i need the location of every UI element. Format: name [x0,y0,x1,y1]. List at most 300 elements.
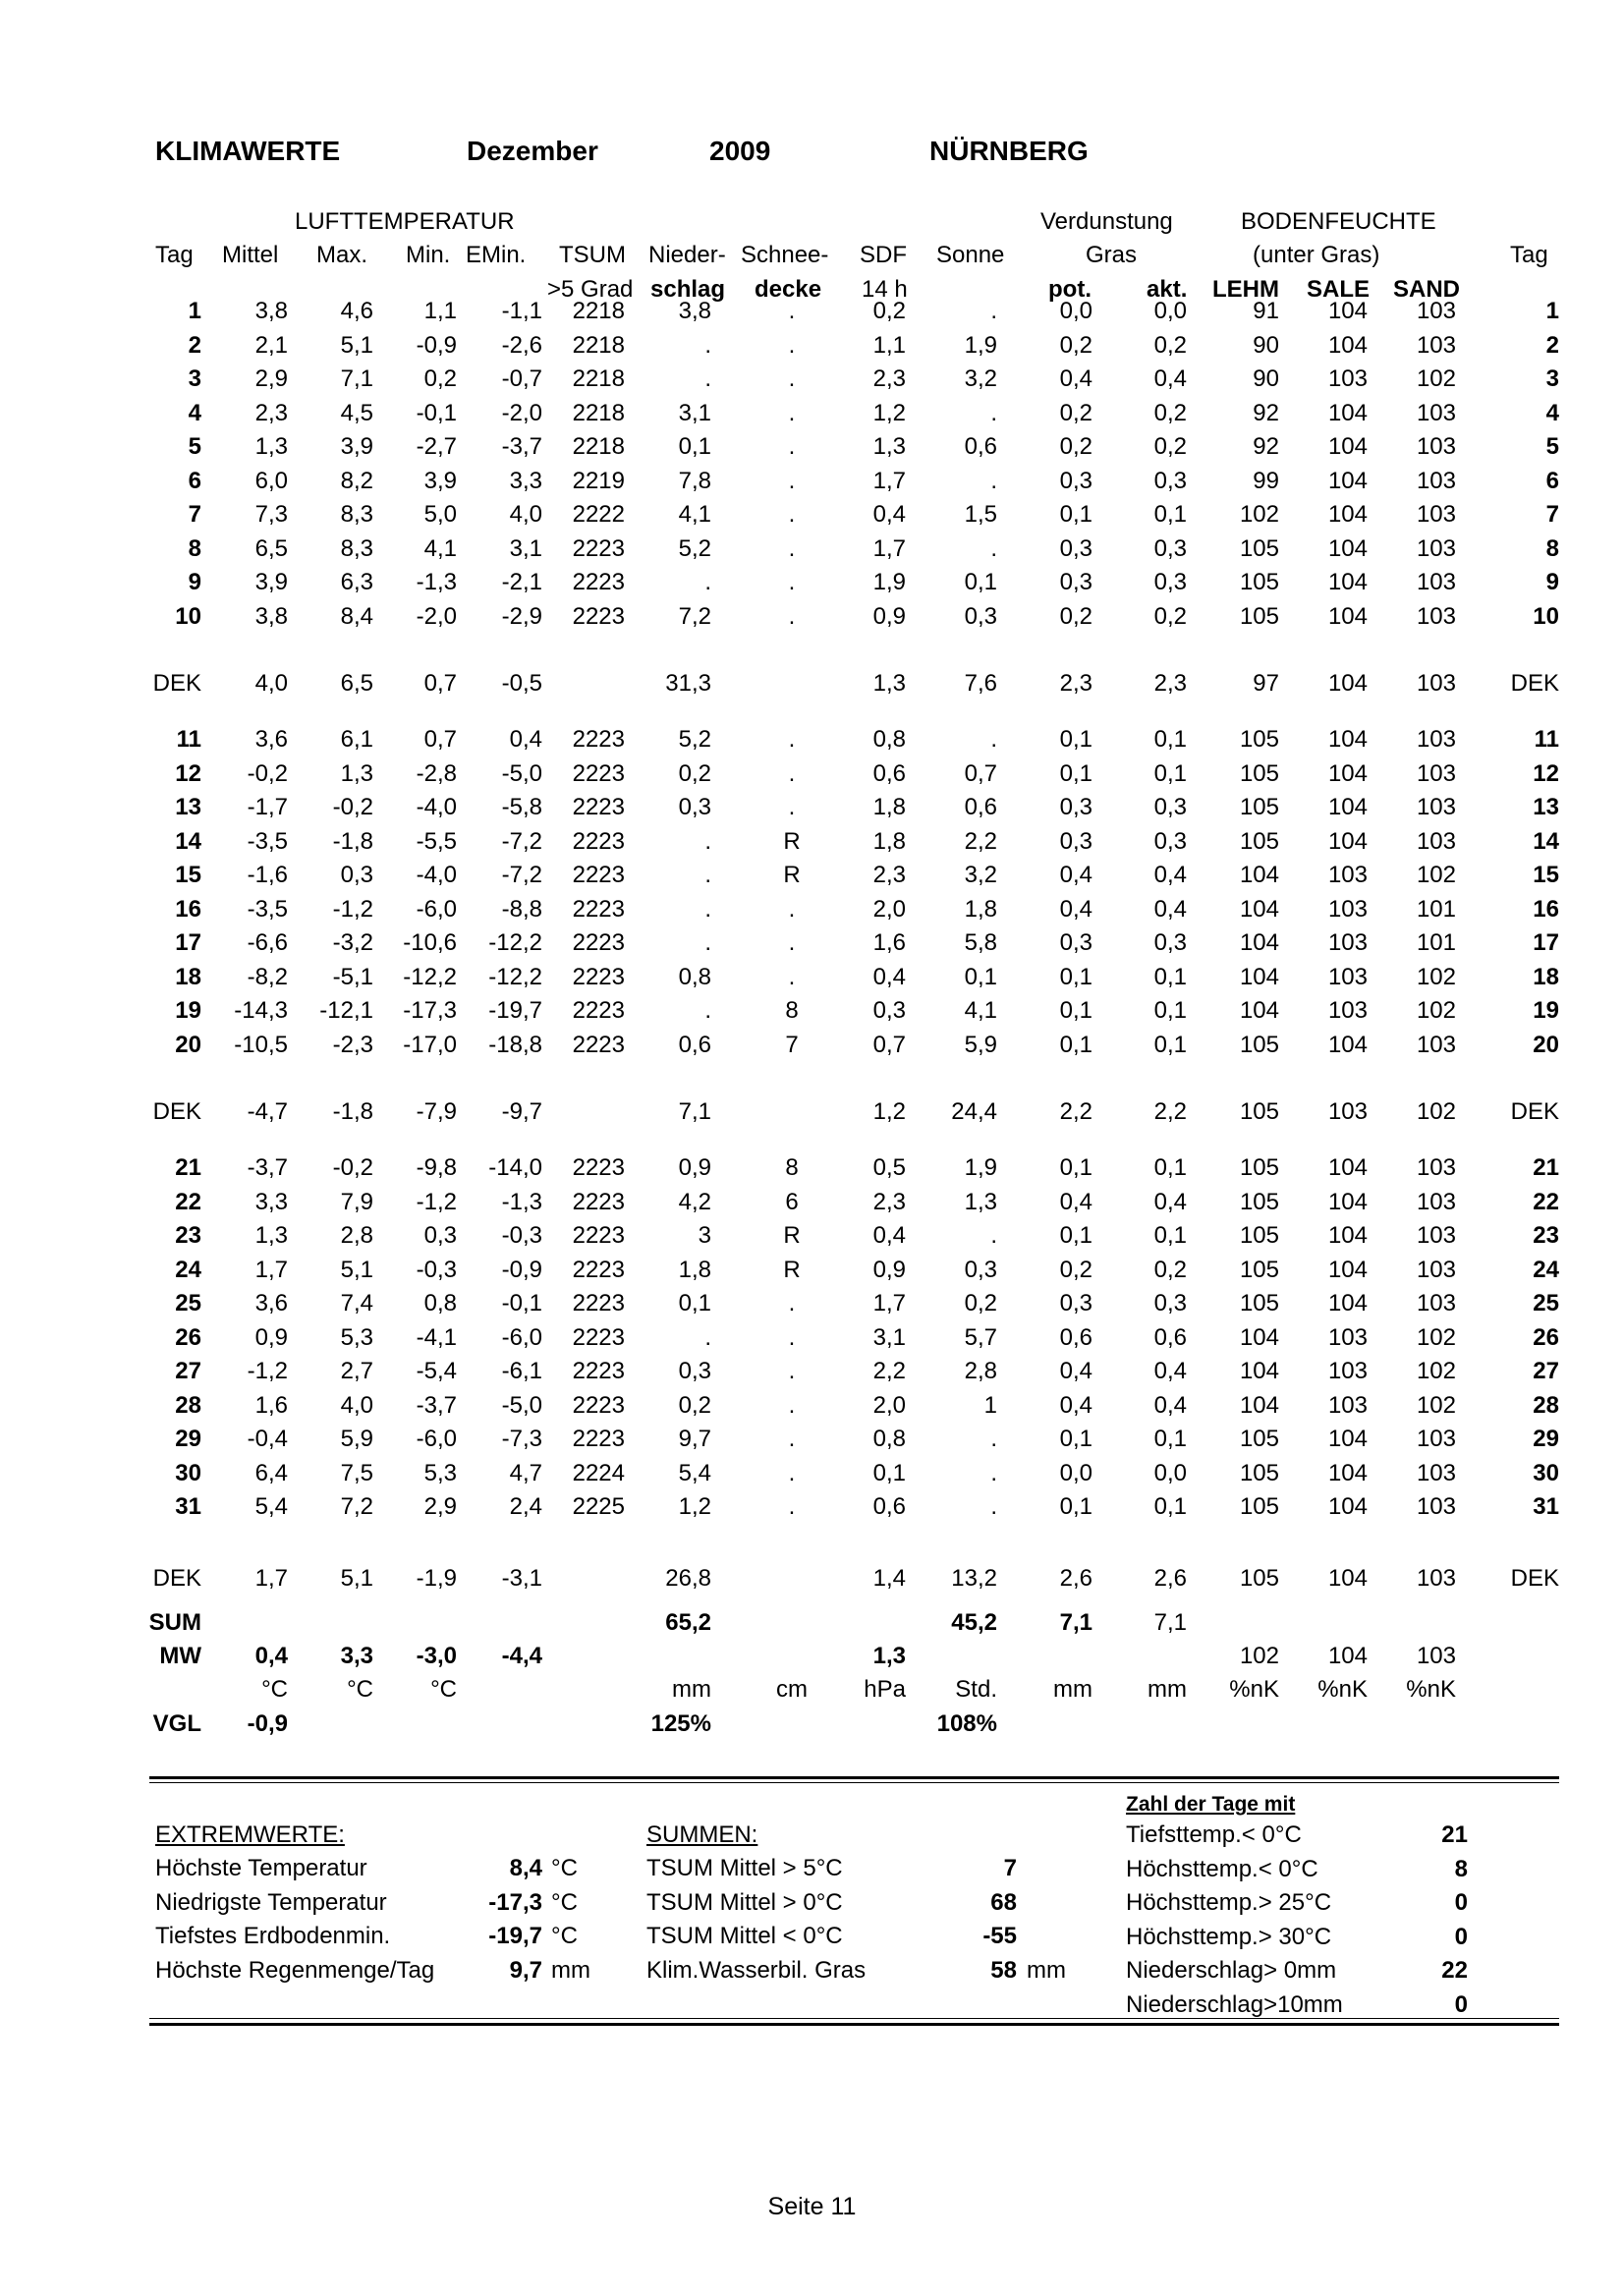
cell-mittel: -1,7 [247,794,288,820]
cell-verd-akt: 2,6 [1153,1565,1187,1592]
cell-sale: 104 [1327,468,1368,494]
cell-schneedecke: . [788,1290,796,1316]
cell-mittel: 1,7 [254,1257,288,1283]
cell-sonne: 13,2 [951,1565,997,1592]
tage-label: Niederschlag>10mm [1126,1991,1343,2018]
cell-schneedecke: . [788,433,796,460]
cell-tag-right: 22 [1533,1189,1559,1215]
cell-min: 5,0 [423,501,457,528]
cell-emin: 3,1 [509,535,542,562]
summen-value: 68 [990,1889,1017,1916]
cell-verd-pot: 2,2 [1059,1098,1092,1125]
cell-sdf: 3,1 [872,1324,906,1351]
header-gras: Gras [1086,242,1138,268]
cell-schneedecke: 6 [785,1189,799,1215]
cell-mittel: 0,9 [254,1324,288,1351]
cell-max: -0,2 [332,794,373,820]
cell-niederschlag: 4,2 [678,1189,711,1215]
cell-tag: 29 [175,1426,201,1452]
cell-lehm: 104 [1239,862,1279,888]
cell-verd-akt: 0,0 [1153,1460,1187,1486]
cell-sdf: 2,3 [872,365,906,392]
cell-mittel: -1,6 [247,862,288,888]
cell-niederschlag: . [704,929,711,956]
extremwerte-unit: mm [551,1957,590,1984]
cell-sdf: 0,2 [872,298,906,324]
cell-min: -2,0 [416,603,457,630]
cell-lehm: 105 [1239,535,1279,562]
cell-sale: 103 [1327,1358,1368,1384]
cell-mittel: 1,3 [254,433,288,460]
cell-sale: 104 [1327,794,1368,820]
cell-tag: 8 [188,535,201,562]
cell-mittel: 3,9 [254,569,288,595]
cell-schneedecke: . [788,468,796,494]
cell-verd-pot: 0,1 [1059,1222,1092,1249]
cell-sale: 104 [1327,828,1368,855]
cell-emin: -6,0 [501,1324,542,1351]
cell-sonne: Std. [955,1676,997,1703]
cell-tsum: 2223 [572,1189,625,1215]
cell-niederschlag: 7,2 [678,603,711,630]
cell-verd-pot: 0,1 [1059,1426,1092,1452]
cell-tag-right: 14 [1533,828,1559,855]
cell-sdf: 1,3 [872,670,906,697]
cell-verd-akt: 0,4 [1153,1189,1187,1215]
cell-sonne: 0,3 [964,1257,997,1283]
cell-niederschlag: 0,2 [678,1392,711,1419]
cell-niederschlag: 0,2 [678,760,711,787]
cell-tag-right: 24 [1533,1257,1559,1283]
cell-niederschlag: 0,3 [678,1358,711,1384]
cell-tag: SUM [148,1609,201,1636]
cell-sdf: 0,3 [872,997,906,1024]
cell-lehm: 104 [1239,997,1279,1024]
cell-tag: 23 [175,1222,201,1249]
cell-verd-akt: 0,4 [1153,896,1187,923]
cell-verd-akt: 0,3 [1153,828,1187,855]
cell-verd-akt: 0,1 [1153,1426,1187,1452]
cell-min: °C [430,1676,457,1703]
cell-emin: -2,9 [501,603,542,630]
cell-verd-akt: 2,2 [1153,1098,1187,1125]
cell-sdf: 1,1 [872,332,906,359]
cell-sand: 103 [1416,1222,1456,1249]
cell-niederschlag: 4,1 [678,501,711,528]
cell-verd-akt: 0,4 [1153,1358,1187,1384]
cell-tag-right: 10 [1533,603,1559,630]
cell-sale: 104 [1327,603,1368,630]
cell-tag-right: 9 [1545,569,1559,595]
cell-sonne: 1,3 [964,1189,997,1215]
cell-max: -5,1 [332,964,373,990]
cell-min: -4,1 [416,1324,457,1351]
cell-tag: DEK [152,670,201,697]
cell-mittel: 1,7 [254,1565,288,1592]
cell-sdf: 0,4 [872,501,906,528]
header-pot: pot. [1048,276,1092,303]
cell-verd-pot: 0,4 [1059,365,1092,392]
cell-sale: 104 [1327,1565,1368,1592]
cell-emin: -0,7 [501,365,542,392]
cell-min: -5,4 [416,1358,457,1384]
cell-sale: 104 [1327,1493,1368,1520]
cell-min: 4,1 [423,535,457,562]
cell-niederschlag: 31,3 [665,670,711,697]
cell-verd-akt: 0,1 [1153,760,1187,787]
cell-sand: 102 [1416,862,1456,888]
cell-sonne: 0,1 [964,569,997,595]
cell-tag: 28 [175,1392,201,1419]
cell-schneedecke: . [788,332,796,359]
cell-tsum: 2218 [572,400,625,426]
cell-sand: 103 [1416,670,1456,697]
cell-sdf: 1,6 [872,929,906,956]
cell-niederschlag: 125% [650,1710,711,1737]
header-mittel: Mittel [222,242,279,268]
cell-lehm: 105 [1239,828,1279,855]
cell-min: -17,3 [403,997,457,1024]
tage-value: 0 [1454,1924,1468,1950]
cell-sdf: 1,3 [872,1643,906,1669]
cell-niederschlag: 5,2 [678,535,711,562]
cell-sonne: . [990,298,997,324]
cell-emin: -19,7 [488,997,542,1024]
cell-emin: -1,3 [501,1189,542,1215]
cell-schneedecke: R [783,1222,801,1249]
cell-tsum: 2224 [572,1460,625,1486]
report-year: 2009 [709,136,771,166]
cell-sale: 103 [1327,896,1368,923]
cell-niederschlag: 65,2 [665,1609,711,1636]
cell-lehm: 102 [1239,501,1279,528]
cell-tag: 3 [188,365,201,392]
cell-lehm: 105 [1239,1493,1279,1520]
cell-sonne: 0,6 [964,794,997,820]
cell-tag: 20 [175,1032,201,1058]
cell-min: -5,5 [416,828,457,855]
cell-sand: 103 [1416,569,1456,595]
cell-tag-right: 29 [1533,1426,1559,1452]
cell-sdf: 1,7 [872,1290,906,1316]
cell-sonne: 0,7 [964,760,997,787]
cell-min: -1,3 [416,569,457,595]
cell-sonne: 7,6 [964,670,997,697]
cell-emin: 4,0 [509,501,542,528]
cell-mittel: -3,5 [247,828,288,855]
cell-sale: 104 [1327,433,1368,460]
cell-tag-right: 3 [1545,365,1559,392]
extremwerte-label: Tiefstes Erdbodenmin. [155,1923,391,1949]
separator-bottom-thin [149,2018,1559,2019]
cell-mittel: 3,3 [254,1189,288,1215]
cell-sale: 104 [1327,1426,1368,1452]
cell-min: 1,1 [423,298,457,324]
cell-mittel: -6,6 [247,929,288,956]
cell-emin: -12,2 [488,964,542,990]
cell-schneedecke: . [788,603,796,630]
cell-verd-akt: 0,2 [1153,400,1187,426]
cell-emin: 0,4 [509,726,542,753]
cell-max: 2,7 [340,1358,373,1384]
cell-sonne: 1 [983,1392,997,1419]
cell-max: 4,5 [340,400,373,426]
cell-min: -0,9 [416,332,457,359]
header-unter-gras: (unter Gras) [1253,242,1380,268]
tage-label: Tiefsttemp.< 0°C [1126,1821,1302,1848]
cell-schneedecke: . [788,1426,796,1452]
summen-value: -55 [982,1923,1017,1949]
cell-niederschlag: 5,4 [678,1460,711,1486]
cell-tsum: 2223 [572,1324,625,1351]
cell-verd-pot: 7,1 [1059,1609,1092,1636]
cell-tag-right: 23 [1533,1222,1559,1249]
cell-max: 2,8 [340,1222,373,1249]
cell-verd-pot: 0,2 [1059,400,1092,426]
cell-verd-akt: 2,3 [1153,670,1187,697]
cell-niederschlag: 5,2 [678,726,711,753]
cell-sale: 103 [1327,365,1368,392]
cell-lehm: 99 [1253,468,1279,494]
cell-sdf: 1,4 [872,1565,906,1592]
cell-sale: 104 [1327,298,1368,324]
header-decke: decke [755,276,822,303]
cell-sale: 104 [1327,670,1368,697]
cell-lehm: 105 [1239,1032,1279,1058]
cell-emin: -14,0 [488,1154,542,1181]
cell-niederschlag: . [704,332,711,359]
cell-lehm: %nK [1229,1676,1279,1703]
cell-sand: 102 [1416,964,1456,990]
extremwerte-value: 8,4 [509,1855,542,1881]
header-lufttemperatur: LUFTTEMPERATUR [295,208,515,235]
cell-tsum: 2223 [572,1290,625,1316]
tage-heading: Zahl der Tage mit [1126,1793,1296,1816]
cell-schneedecke: 8 [785,1154,799,1181]
cell-tag: 22 [175,1189,201,1215]
cell-sdf: 0,6 [872,760,906,787]
tage-value: 0 [1454,1889,1468,1916]
cell-niederschlag: 0,1 [678,1290,711,1316]
cell-mittel: 3,8 [254,603,288,630]
cell-lehm: 105 [1239,726,1279,753]
cell-verd-akt: 0,1 [1153,1222,1187,1249]
report-station: NÜRNBERG [929,136,1089,166]
cell-verd-pot: 0,1 [1059,1154,1092,1181]
cell-tag-right: 26 [1533,1324,1559,1351]
cell-schneedecke: . [788,298,796,324]
cell-sale: 104 [1327,726,1368,753]
cell-max: 5,1 [340,1565,373,1592]
cell-niederschlag: . [704,997,711,1024]
cell-emin: -6,1 [501,1358,542,1384]
cell-mittel: 3,6 [254,726,288,753]
cell-sale: 103 [1327,862,1368,888]
header-tag-left: Tag [155,242,194,268]
header-akt: akt. [1147,276,1188,303]
cell-lehm: 105 [1239,1460,1279,1486]
cell-mittel: 6,4 [254,1460,288,1486]
cell-verd-akt: 0,1 [1153,1032,1187,1058]
cell-max: 8,2 [340,468,373,494]
cell-sale: 104 [1327,1222,1368,1249]
cell-tag: DEK [152,1565,201,1592]
cell-tag-right: 20 [1533,1032,1559,1058]
cell-tag-right: 7 [1545,501,1559,528]
summen-label: TSUM Mittel > 0°C [646,1889,843,1916]
cell-lehm: 105 [1239,603,1279,630]
cell-sonne: . [990,400,997,426]
cell-sand: 102 [1416,365,1456,392]
cell-sand: 103 [1416,726,1456,753]
cell-tsum: 2223 [572,862,625,888]
cell-schneedecke: . [788,501,796,528]
header-max: Max. [316,242,368,268]
cell-sdf: hPa [864,1676,906,1703]
cell-lehm: 105 [1239,1222,1279,1249]
separator-top-thick [149,1776,1559,1779]
cell-sonne: 5,8 [964,929,997,956]
extremwerte-value: 9,7 [509,1957,542,1984]
cell-tag: 4 [188,400,201,426]
cell-sand: 103 [1416,1189,1456,1215]
cell-max: 7,2 [340,1493,373,1520]
cell-emin: -1,1 [501,298,542,324]
cell-mittel: 6,0 [254,468,288,494]
cell-verd-pot: 0,2 [1059,332,1092,359]
cell-lehm: 105 [1239,1565,1279,1592]
cell-sale: %nK [1317,1676,1368,1703]
cell-tag-right: 1 [1545,298,1559,324]
cell-verd-pot: 0,4 [1059,862,1092,888]
cell-tag: 30 [175,1460,201,1486]
cell-min: 0,3 [423,1222,457,1249]
cell-emin: -0,1 [501,1290,542,1316]
cell-sdf: 2,3 [872,862,906,888]
extremwerte-label: Höchste Regenmenge/Tag [155,1957,435,1984]
cell-sdf: 1,2 [872,1098,906,1125]
page-number: Seite 11 [767,2193,857,2220]
cell-tag: 6 [188,468,201,494]
cell-verd-pot: 0,3 [1059,929,1092,956]
cell-schneedecke: . [788,760,796,787]
cell-tsum: 2223 [572,828,625,855]
cell-niederschlag: mm [672,1676,711,1703]
cell-schneedecke: . [788,1460,796,1486]
cell-sdf: 0,7 [872,1032,906,1058]
cell-verd-pot: 0,2 [1059,603,1092,630]
cell-min: -3,0 [416,1643,457,1669]
cell-sonne: 4,1 [964,997,997,1024]
cell-emin: -18,8 [488,1032,542,1058]
cell-sonne: . [990,1426,997,1452]
extremwerte-value: -17,3 [488,1889,542,1916]
report-month: Dezember [467,136,598,166]
cell-tag: 10 [175,603,201,630]
cell-niederschlag: . [704,365,711,392]
cell-mittel: 5,4 [254,1493,288,1520]
cell-min: 0,7 [423,670,457,697]
cell-tag-right: 15 [1533,862,1559,888]
cell-lehm: 104 [1239,929,1279,956]
cell-sdf: 0,6 [872,1493,906,1520]
cell-mittel: 2,9 [254,365,288,392]
cell-verd-akt: 0,3 [1153,794,1187,820]
cell-niederschlag: . [704,569,711,595]
cell-verd-akt: 0,3 [1153,1290,1187,1316]
cell-min: 0,7 [423,726,457,753]
cell-tsum: 2223 [572,929,625,956]
header-schlag: schlag [650,276,726,303]
cell-verd-pot: 0,1 [1059,997,1092,1024]
cell-niederschlag: . [704,896,711,923]
cell-tag-right: 28 [1533,1392,1559,1419]
cell-schneedecke: . [788,794,796,820]
cell-lehm: 105 [1239,1189,1279,1215]
cell-mittel: -0,9 [247,1710,288,1737]
cell-verd-pot: 0,1 [1059,1493,1092,1520]
cell-sdf: 0,1 [872,1460,906,1486]
cell-min: -0,1 [416,400,457,426]
cell-sonne: 0,2 [964,1290,997,1316]
cell-max: 5,1 [340,1257,373,1283]
cell-emin: -4,4 [501,1643,542,1669]
cell-mittel: 7,3 [254,501,288,528]
cell-sale: 103 [1327,997,1368,1024]
cell-tsum: 2223 [572,1032,625,1058]
extremwerte-unit: °C [551,1855,578,1881]
tage-value: 8 [1454,1856,1468,1882]
cell-sale: 104 [1327,535,1368,562]
cell-emin: -3,1 [501,1565,542,1592]
cell-sonne: 3,2 [964,862,997,888]
cell-sand: 103 [1416,332,1456,359]
cell-sdf: 0,4 [872,1222,906,1249]
cell-tsum: 2223 [572,569,625,595]
cell-sdf: 1,7 [872,535,906,562]
header-min: Min. [406,242,451,268]
tage-value: 22 [1441,1957,1468,1984]
cell-lehm: 105 [1239,1426,1279,1452]
cell-mittel: -3,5 [247,896,288,923]
cell-max: -1,8 [332,828,373,855]
cell-tag: 26 [175,1324,201,1351]
cell-tag: DEK [152,1098,201,1125]
cell-niederschlag: 0,9 [678,1154,711,1181]
cell-sand: 103 [1416,501,1456,528]
cell-sand: 103 [1416,433,1456,460]
cell-sand: 103 [1416,1032,1456,1058]
cell-verd-pot: 0,4 [1059,1358,1092,1384]
cell-sdf: 1,9 [872,569,906,595]
cell-sonne: 0,6 [964,433,997,460]
cell-min: -2,7 [416,433,457,460]
cell-emin: 3,3 [509,468,542,494]
cell-sale: 104 [1327,400,1368,426]
cell-verd-akt: 0,1 [1153,726,1187,753]
cell-verd-akt: 0,0 [1153,298,1187,324]
cell-max: 0,3 [340,862,373,888]
cell-tsum: 2223 [572,1257,625,1283]
cell-schneedecke: . [788,929,796,956]
cell-lehm: 105 [1239,1154,1279,1181]
cell-sonne: 5,9 [964,1032,997,1058]
cell-tag-right: 16 [1533,896,1559,923]
cell-lehm: 92 [1253,433,1279,460]
cell-tsum: 2222 [572,501,625,528]
cell-emin: -12,2 [488,929,542,956]
cell-max: 7,9 [340,1189,373,1215]
